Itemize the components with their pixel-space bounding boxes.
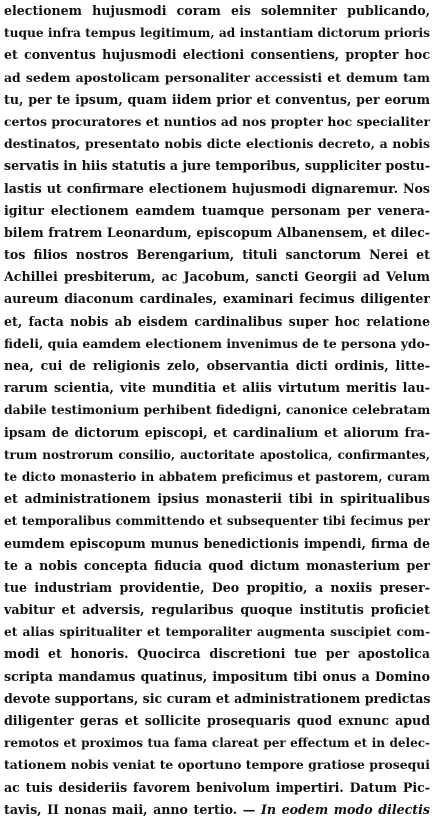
text-line: lastis ut confirmare electionem hujusmodi dignaremur. Nos [4,180,430,196]
text-line: scripta mandamus quatinus, impositum tibi onus a Domino [4,668,430,684]
text-line: remotos et proximos tua fama clareat per effectum et in delec- [4,736,430,751]
text-line: Achillei presbiterum, ac Jacobum, sancti Georgii ad Velum [4,269,430,285]
text-line: tue industriam providentie, Deo propitio, a noxiis preser- [4,579,430,595]
text-line: igitur electionem eamdem tuamque personam per venera- [4,202,430,218]
text-line: devote supportans, sic curam et administrationem predictas [4,690,430,706]
text-line: destinatos, presentato nobis dicte electionis decreto, a nobis [4,136,430,152]
text-line: te dicto monasterio in abbatem preficimus et pastorem, curam [4,469,430,484]
text-line: et conventus hujusmodi electioni consentiens, propter hoc [4,47,430,63]
text-line: ad sedem apostolicam personaliter accessisti et demum tam [4,69,430,85]
text-line: et, facta nobis ab eisdem cardinalibus super hoc relatione [4,313,430,329]
text-line: eumdem episcopum munus benedictionis impendi, firma de [4,535,430,551]
document-body [4,0,430,821]
text-line: nea, cui de religionis zelo, observantia dicti ordinis, litte- [4,358,430,373]
text-line-final [4,799,430,821]
text-line: dabile testimonium perhibent fidedigni, canonice celebratam [4,402,430,418]
text-line: et administrationem ipsius monasterii tibi in spiritualibus [4,491,430,507]
text-line: bilem fratrem Leonardum, episcopum Albanensem, et dilec- [4,224,430,240]
text-line: modi et honoris. Quocirca discretioni tue per apostolica [4,646,430,662]
text-line: fideli, quia eamdem electionem invenimus de te persona ydo- [4,335,430,351]
final-line-plain: tavis, II nonas maii, anno tertio. — [4,801,261,817]
text-line: ac tuis desideriis favorem benivolum impertiri. Datum Pic- [4,779,430,795]
text-line: et temporalibus committendo et subsequenter tibi fecimus per [4,514,430,529]
text-line: tu, per te ipsum, quam iidem prior et conventus, per eorum [4,91,430,107]
final-line-italic: In eodem modo dilectis [260,801,430,817]
text-line: et alias spiritualiter et temporaliter augmenta suscipiet com- [4,625,430,640]
text-line: certos procuratores et nuntios ad nos propter hoc specialiter [4,113,430,129]
text-line: aureum diaconum cardinales, examinari fecimus diligenter [4,291,430,307]
text-line: te a nobis concepta fiducia quod dictum monasterium per [4,557,430,573]
text-line: tuque infra tempus legitimum, ad instantiam dictorum prioris [4,26,430,41]
text-line: tos filios nostros Berengarium, tituli sanctorum Nerei et [4,247,430,263]
text-line: electionem hujusmodi coram eis solemniter publicando, [4,3,430,18]
text-line: rarum scientia, vite munditia et aliis virtutum meritis lau- [4,380,430,396]
text-line: diligenter geras et sollicite prosequaris quod exnunc apud [4,713,430,728]
text-line: vabitur et adversis, regularibus quoque institutis proficiet [4,602,430,618]
text-line: trum nostrorum consilio, auctoritate apostolica, confirmantes, [4,447,430,462]
text-line: servatis in hiis statutis a jure temporibus, suppliciter postu- [4,158,430,174]
text-line: ipsam de dictorum episcopi, et cardinalium et aliorum fra- [4,424,430,440]
text-line: tationem nobis veniat te oportuno tempore gratiose prosequi [4,757,430,773]
